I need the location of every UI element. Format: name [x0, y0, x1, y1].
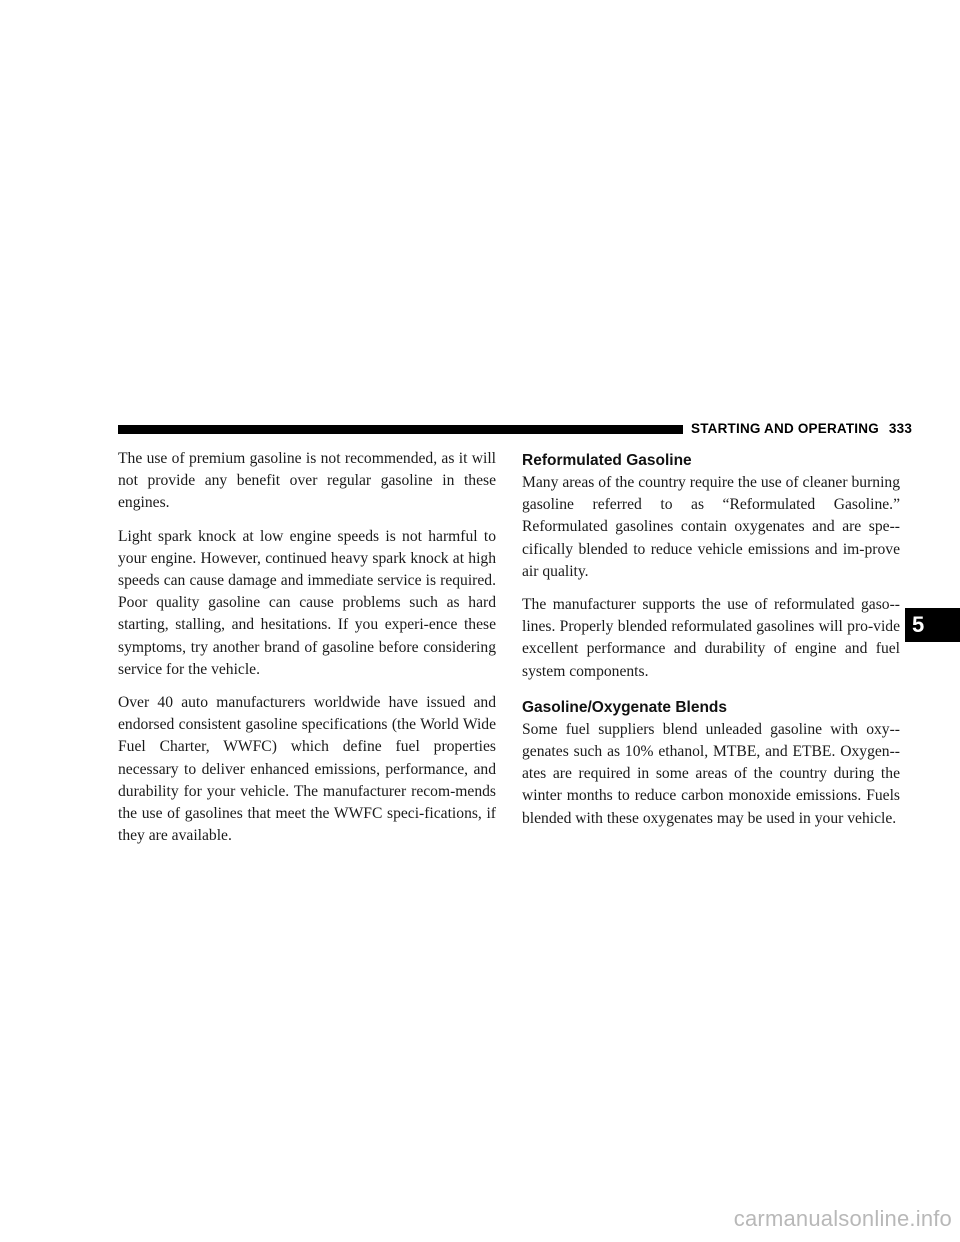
paragraph-reformulated-intro: Many areas of the country require the use of cleaner burning gasoline referred to as “Reformulated Gasoline.” Reformulated gasolines contain oxygenates and are spe-cifically blended to reduce vehicle emissions and im-prove air quality. [522, 474, 900, 580]
paragraph-spark-knock: Light spark knock at low engine speeds is not harmful to your engine. However, continued heavy spark knock at high speeds can cause damage and immediate service is required. Poor quality gasoline can cause problems such as hard starting, stalling, and hesitations. If you experi-ence these symptoms, try another brand of gasoline before considering service for the vehicle. [118, 527, 496, 678]
page-number: 333 [888, 421, 913, 436]
section-title: STARTING AND OPERATING [691, 421, 879, 436]
paragraph-reformulated-support: The manufacturer supports the use of reformulated gaso-lines. Properly blended reformulated gasolines will pro-vide excellent performance and durability of engine and fuel system components. [522, 596, 900, 680]
heading-oxygenate-blends: Gasoline/Oxygenate Blends [522, 698, 728, 716]
running-header [691, 421, 912, 436]
header-rule [118, 425, 683, 434]
paragraph-wwfc: Over 40 auto manufacturers worldwide have issued and endorsed consistent gasoline specifications (the World Wide Fuel Charter, WWFC) which define fuel properties necessary to deliver enhanced emissions, performance, and durability for your vehicle. The manufacturer recom-mends the use of gasolines that meet the WWFC speci-fications, if they are available. [118, 694, 496, 845]
right-column [522, 448, 900, 841]
watermark: carmanualsonline.info [733, 1206, 952, 1231]
left-column [118, 448, 496, 858]
paragraph-premium-gasoline: The use of premium gasoline is not recommended, as it will not provide any benefit over regular gasoline in these engines. [118, 450, 496, 512]
chapter-tab: 5 [905, 608, 960, 642]
heading-reformulated-gasoline: Reformulated Gasoline [522, 452, 692, 469]
paragraph-oxygenate-blends: Some fuel suppliers blend unleaded gasoline with oxy-genates such as 10% ethanol, MTBE, and ETBE. Oxygen-ates are required in some areas of the country during the winter months to reduce carbon monoxide emissions. Fuels blended with these oxygenates may be used in your vehicle. [522, 720, 900, 827]
